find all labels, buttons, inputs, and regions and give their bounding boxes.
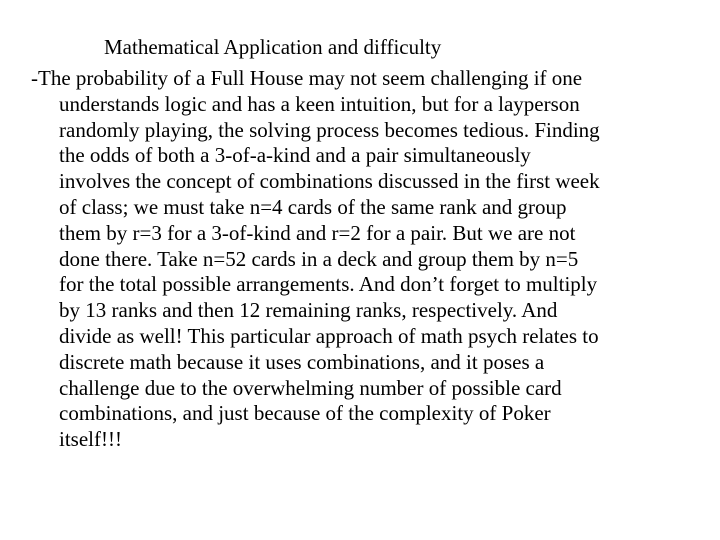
body-paragraph — [31, 66, 691, 453]
body-line: understands logic and has a keen intuition, but for a layperson — [59, 91, 580, 116]
body-line: them by r=3 for a 3-of-kind and r=2 for a pair. But we are not — [59, 220, 576, 245]
body-line: of class; we must take n=4 cards of the same rank and group — [59, 194, 567, 219]
body-line: by 13 ranks and then 12 remaining ranks, respectively. And — [59, 298, 558, 323]
body-line: divide as well! This particular approach of math psych relates to — [59, 323, 599, 348]
body-line: involves the concept of combinations discussed in the first week — [59, 169, 600, 194]
body-line: done there. Take n=52 cards in a deck and group them by n=5 — [59, 246, 579, 271]
body-line: -The probability of a Full House may not seem challenging if one — [31, 66, 583, 90]
body-line: randomly playing, the solving process becomes tedious. Finding — [59, 117, 600, 142]
body-line: discrete math because it uses combinations, and it poses a — [59, 349, 545, 374]
body-line: challenge due to the overwhelming number of possible card — [59, 375, 562, 400]
body-line: itself!!! — [59, 427, 122, 452]
body-line: combinations, and just because of the complexity of Poker — [59, 401, 551, 426]
body-line: the odds of both a 3-of-a-kind and a pair simultaneously — [59, 143, 531, 168]
body-line: for the total possible arrangements. And don’t forget to multiply — [59, 272, 598, 297]
slide-title: Mathematical Application and difficulty — [104, 35, 442, 59]
